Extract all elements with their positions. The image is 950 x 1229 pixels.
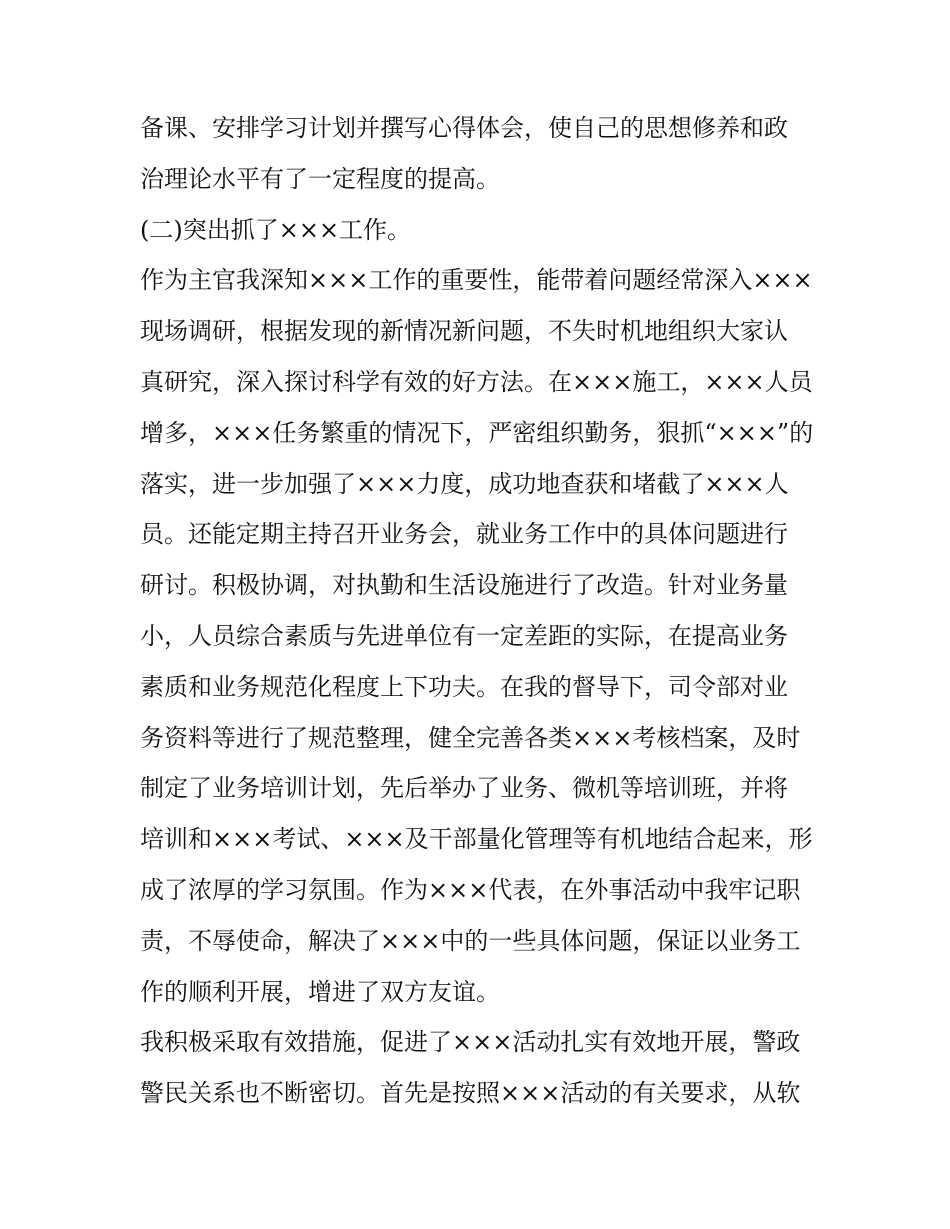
body-text (140, 103, 820, 1119)
text-line-20: 警民关系也不断密切。首先是按照×××活动的有关要求，从软 (140, 1079, 801, 1108)
text-line-1: 备课、安排学习计划并撰写心得体会，使自己的思想修养和政 (140, 114, 788, 142)
text-line-10: 研讨。积极协调，对执勤和生活设施进行了改造。针对业务量 (140, 571, 788, 600)
text-line-6: 真研究，深入探讨科学有效的好方法。在×××施工，×××人员 (140, 367, 813, 396)
text-line-19: 我积极采取有效措施，促进了×××活动扎实有效地开展，警政 (140, 1028, 801, 1057)
text-line-12: 素质和业务规范化程度上下功夫。在我的督导下，司令部对业 (140, 672, 788, 701)
text-line-16: 成了浓厚的学习氛围。作为×××代表，在外事活动中我牢记职 (140, 875, 801, 904)
text-line-14: 制定了业务培训计划，先后举办了业务、微机等培训班，并将 (140, 774, 788, 803)
text-line-11: 小，人员综合素质与先进单位有一定差距的实际，在提高业务 (140, 621, 788, 650)
text-line-18: 作的顺利开展，增进了双方友谊。 (140, 977, 500, 1006)
text-line-17: 责，不辱使命，解决了×××中的一些具体问题，保证以业务工 (140, 926, 801, 955)
text-line-13: 务资料等进行了规范整理，健全完善各类×××考核档案，及时 (140, 723, 801, 752)
text-line-8: 落实，进一步加强了×××力度，成功地查获和堵截了×××人 (140, 469, 789, 498)
text-line-2: 治理论水平有了一定程度的提高。 (140, 164, 500, 193)
text-line-9: 员。还能定期主持召开业务会，就业务工作中的具体问题进行 (140, 520, 788, 549)
text-line-7: 增多，×××任务繁重的情况下，严密组织勤务，狠抓“×××”的 (140, 418, 814, 447)
text-line-15: 培训和×××考试、×××及干部量化管理等有机地结合起来，形 (140, 825, 813, 854)
section-heading: (二)突出抓了×××工作。 (140, 215, 412, 244)
text-line-5: 现场调研，根据发现的新情况新问题，不失时机地组织大家认 (140, 317, 788, 346)
text-line-4: 作为主官我深知×××工作的重要性，能带着问题经常深入××× (140, 266, 813, 295)
